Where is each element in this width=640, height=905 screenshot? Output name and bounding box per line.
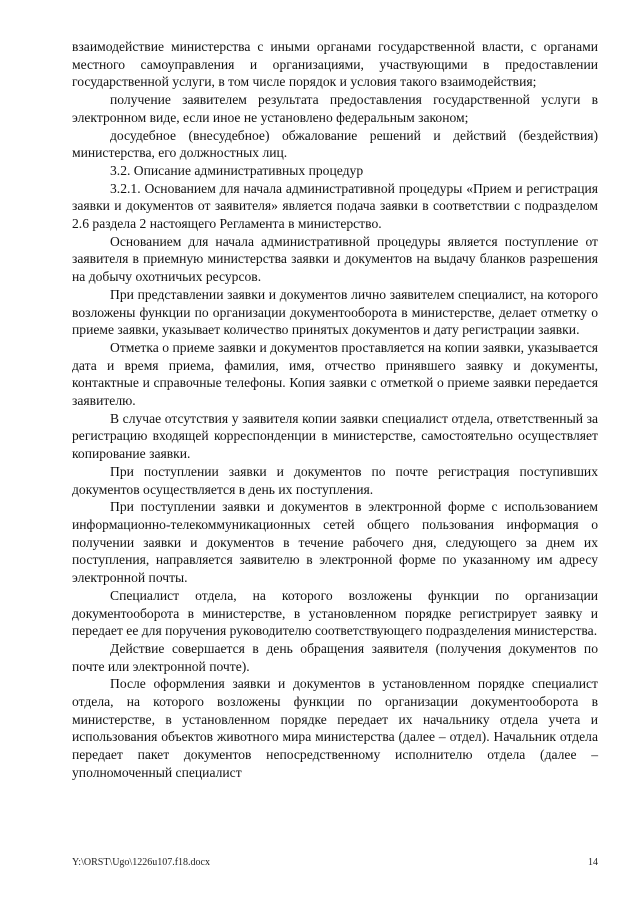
paragraph: взаимодействие министерства с иными органами государственной власти, с органами местного самоуправления и организациями, участвующими в предоставлении государственной услуги, в том числе порядок и условия такого взаимодействия; <box>72 39 598 90</box>
paragraph: 3.2.1. Основанием для начала административной процедуры «Прием и регистрация заявки и документов от заявителя» является подача заявки в соответствии с подразделом 2.6 раздела 2 настоящего Регламента в министерство. <box>72 180 598 232</box>
paragraph: Специалист отдела, на которого возложены функции по организации документооборота в министерстве, в установленном порядке регистрирует заявку и передает ее для поручения руководителю соответствующего подразделения министерства. <box>72 587 598 639</box>
paragraph: досудебное (внесудебное) обжалование решений и действий (бездействия) министерства, его должностных лиц. <box>72 127 598 161</box>
paragraph: получение заявителем результата предоставления государственной услуги в электронном виде, если иное не установлено федеральным законом; <box>72 92 598 125</box>
paragraph: Отметка о приеме заявки и документов проставляется на копии заявки, указывается дата и время приема, фамилия, имя, отчество принявшего заявку и документы, контактные и справочные телефоны. Копия заявки с отметкой о приеме заявки передается заявителю. <box>72 339 598 409</box>
paragraph: Основанием для начала административной процедуры является поступление от заявителя в приемную министерства заявки и документов на выдачу бланков разрешения на добычу охотничьих ресурсов. <box>72 233 598 285</box>
paragraph: При поступлении заявки и документов по почте регистрация поступивших документов осуществляется в день их поступления. <box>72 463 598 497</box>
page-number: 14 <box>588 857 598 868</box>
file-path: Y:\ORST\Ugo\1226u107.f18.docx <box>72 857 210 868</box>
paragraph: Действие совершается в день обращения заявителя (получения документов по почте или электронной почте). <box>72 640 598 674</box>
section-heading: 3.2. Описание административных процедур <box>110 162 364 178</box>
paragraph: После оформления заявки и документов в установленном порядке специалист отдела, на которого возложены функции по организации документооборота в министерстве, в установленном порядке передает их начальнику отдела учета и использования объектов животного мира министерства (далее – отдел). Начальник отдела передает пакет документов непосредственному исполнителю отдела (далее – уполномоченный специалист <box>72 676 598 780</box>
paragraph: В случае отсутствия у заявителя копии заявки специалист отдела, ответственный за регистрацию входящей корреспонденции в министерстве, самостоятельно осуществляет копирование заявки. <box>72 410 598 462</box>
document-body <box>72 38 598 782</box>
paragraph: При поступлении заявки и документов в электронной форме с использованием информационно-телекоммуникационных сетей общего пользования информация о получении заявки и документов в течение рабочего дня, следующего за днем их поступления, направляется заявителю в электронной форме по указанному им адресу электронной почты. <box>72 499 598 586</box>
paragraph: При представлении заявки и документов лично заявителем специалист, на которого возложены функции по организации документооборота в министерстве, делает отметку о приеме заявки, указывает количество принятых документов и дату регистрации заявки. <box>72 286 598 338</box>
